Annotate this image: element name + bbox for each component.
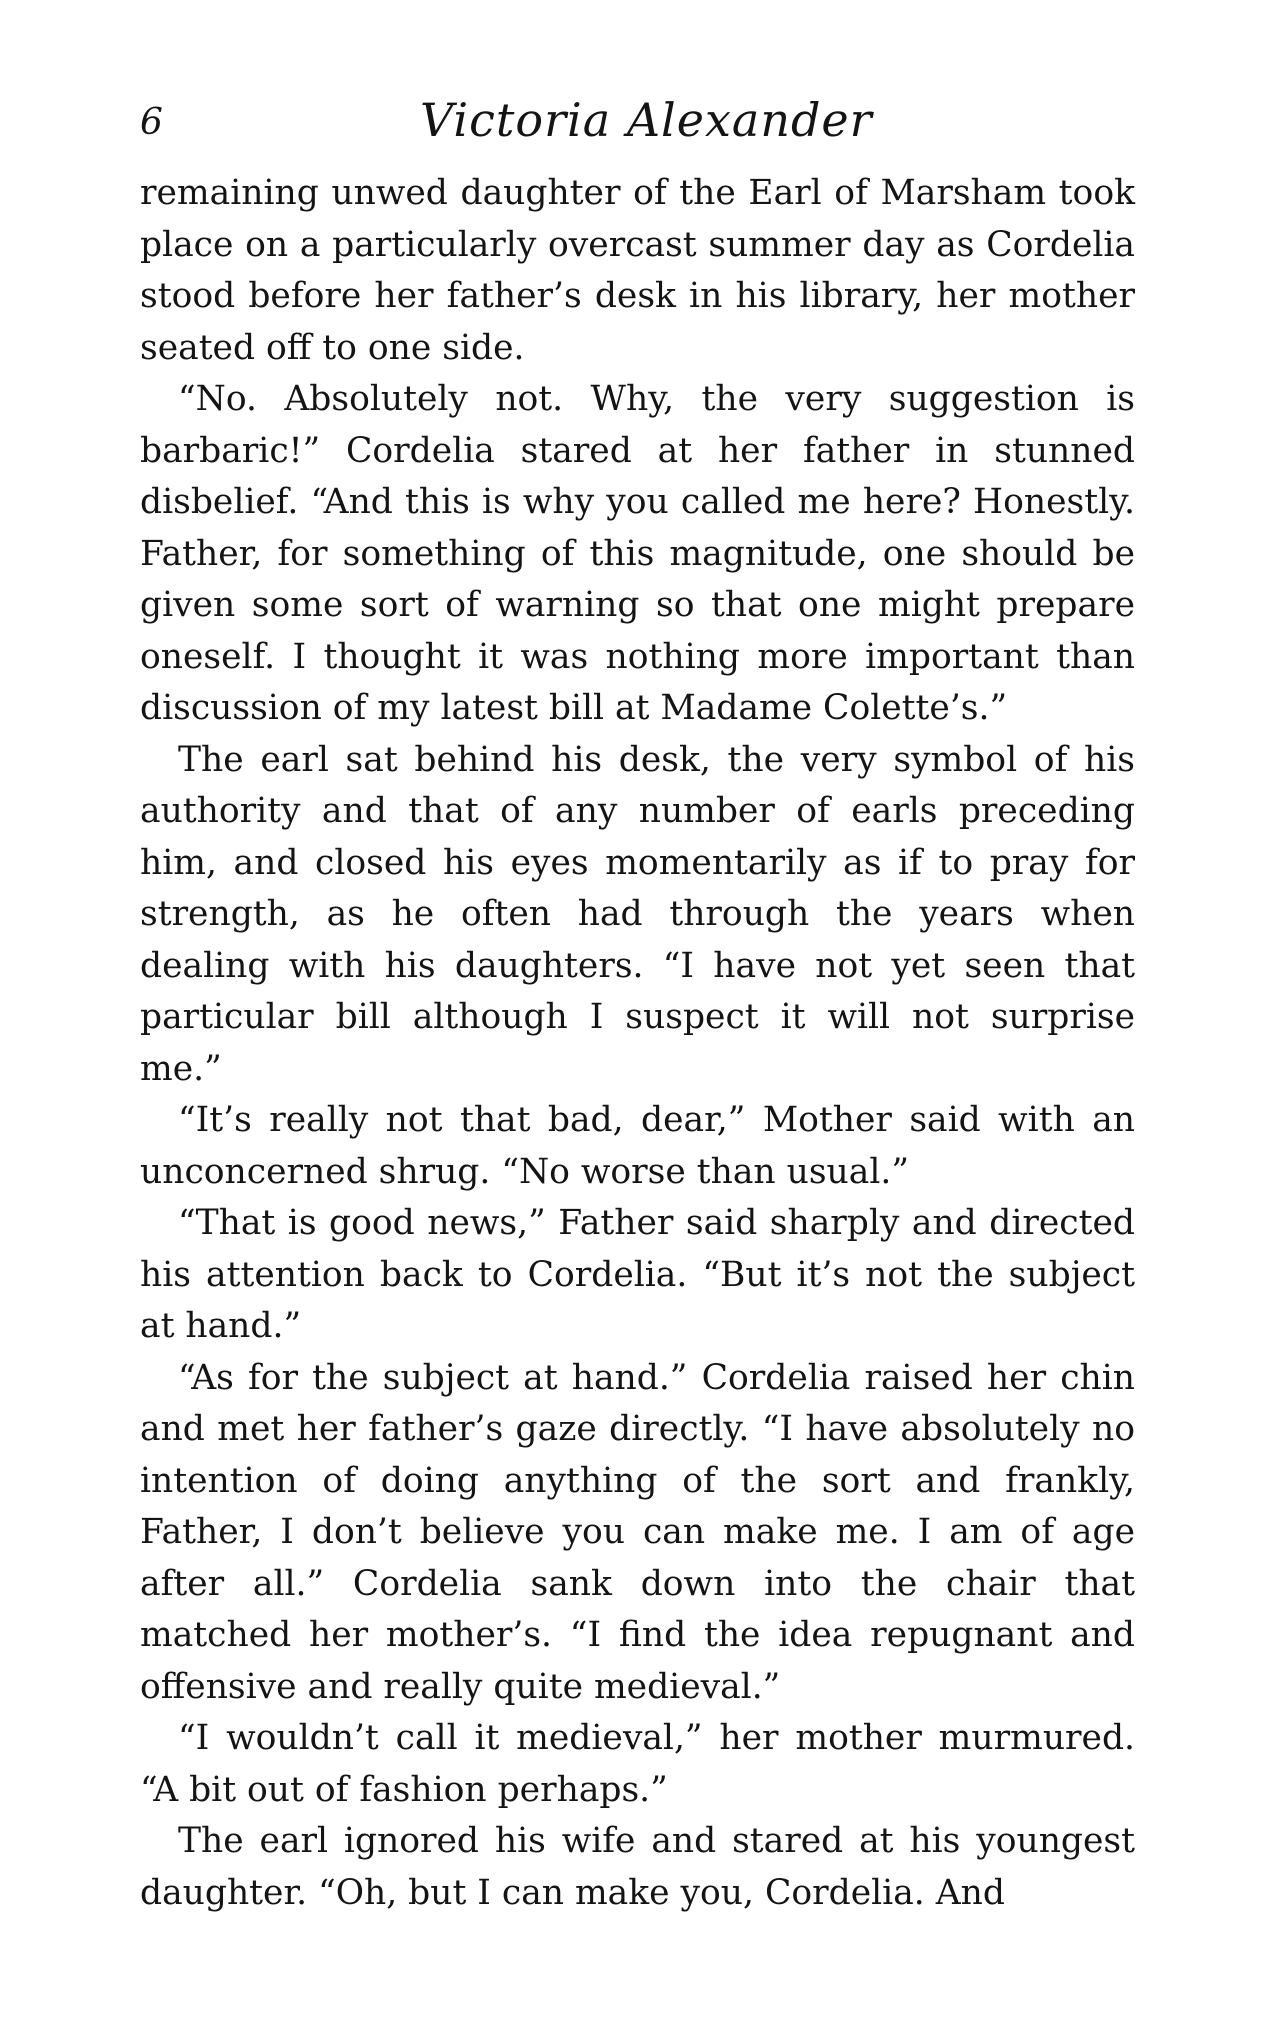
paragraph: The earl sat behind his desk, the very symbol of his authority and that of any number of earls preceding him, and closed his eyes momentarily as if to pray for strength, as he often had through the years when dealing with his daughters. “I have not yet seen that particular bill although I suspect it will not surprise me.” (140, 739, 1135, 1089)
running-title: Victoria Alexander (420, 93, 873, 147)
body-text (140, 168, 1135, 1919)
paragraph: “No. Absolutely not. Why, the very suggestion is barbaric!” Cordelia stared at her father in stunned disbelief. “And this is why you called me here? Honestly. Father, for something of this magnitude, one should be given some sort of warning so that one might prepare oneself. I thought it was nothing more important than discussion of my latest bill at Madame Colette’s.” (140, 379, 1135, 728)
paragraph: “It’s really not that bad, dear,” Mother said with an unconcerned shrug. “No worse than usual.” (140, 1100, 1135, 1192)
paragraph: “That is good news,” Father said sharply and directed his attention back to Cordelia. “But it’s not the subject at hand.” (140, 1203, 1135, 1346)
page-number: 6 (140, 102, 163, 143)
paragraph: “I wouldn’t call it medieval,” her mother murmured. “A bit out of fashion perhaps.” (140, 1718, 1135, 1810)
paragraph: “As for the subject at hand.” Cordelia raised her chin and met her father’s gaze directly. “I have absolutely no intention of doing anything of the sort and frankly, Father, I don’t believe you can make me. I am of age after all.” Cordelia sank down into the chair that matched her mother’s. “I find the idea repugnant and offensive and really quite medieval.” (140, 1357, 1135, 1707)
running-head (140, 88, 1135, 158)
paragraph: remaining unwed daughter of the Earl of Marsham took place on a particularly overcast summer day as Cordelia stood before her father’s desk in his library, her mother seated off to one side. (140, 173, 1135, 368)
paragraph: The earl ignored his wife and stared at his youngest daughter. “Oh, but I can make you, Cordelia. And (140, 1821, 1135, 1913)
